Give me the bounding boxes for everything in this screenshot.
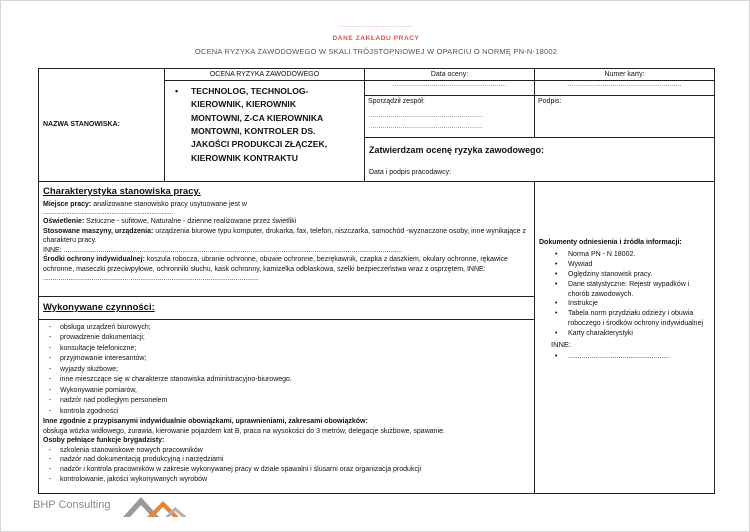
numer-karty-cell[interactable] bbox=[535, 69, 715, 81]
zatwierdzam-label: Zatwierdzam ocenę ryzyka zawodowego: bbox=[369, 145, 545, 155]
dokumenty-inne-label: INNE: bbox=[551, 340, 572, 350]
czynnosc-item: - obsługa urządzeń biurowych; bbox=[49, 323, 530, 334]
numer-karty-dots: .......................................................... bbox=[567, 82, 682, 88]
nazwa-stanowiska-label: NAZWA STANOWISKA: bbox=[39, 69, 165, 182]
brygadzista-item: - nadzór i kontrola pracowników w zakresie wykonywanej pracy w dziale spawalni i ślusarni oraz organizacja produkcji bbox=[49, 465, 530, 475]
czynnosc-item: - kontrola zgodności bbox=[49, 407, 530, 418]
mountain-logo-icon bbox=[119, 493, 191, 519]
numer-karty-label: Numer karty: bbox=[604, 71, 645, 78]
dokumenty-item: • Oględziny stanowisk pracy. bbox=[551, 270, 710, 280]
stanowiska-list-cell bbox=[165, 81, 365, 182]
stanowiska-list-item: • TECHNOLOG, TECHNOLOG- KIEROWNIK, KIEROWNIK MONTOWNI, Z-CA KIEROWNIKA MONTOWNI, KONTROLER DS. JAKOŚCI PRODUKCJI ZŁĄCZEK, KIEROWNIK KONTRAKTU bbox=[169, 85, 360, 165]
sporzadzil-cell[interactable] bbox=[365, 96, 535, 138]
company-label: DANE ZAKŁADU PRACY bbox=[332, 35, 420, 42]
sporzadzil-dots-1: .......................................................... bbox=[369, 113, 484, 120]
inne-maszyny: INNE: .............................................................................................................................................................................. bbox=[43, 246, 403, 254]
dokumenty-item: • Norma PN - N 18002. bbox=[551, 250, 710, 260]
czynnosc-item: - wyjazdy służbowe; bbox=[49, 365, 530, 376]
data-podpis-label: Data i podpis pracodawcy: bbox=[369, 169, 452, 177]
brygadzista-item: - nadzór nad dokumentacją produkcyjną i narzędziami bbox=[49, 455, 530, 465]
risk-assessment-table bbox=[38, 68, 715, 494]
charakterystyka-section bbox=[39, 182, 535, 297]
srodki-ochrony: Środki ochrony indywidualnej: koszula robocza, ubranie ochronne, obuwie ochronne, bezrękawnik, czapka z daszkiem, okulary ochronne, rękawice ochronne, maseczki przeciwpyłowe, ochronniki słuchu, kask ochronny, kamizelka odblaskowa, szelki bezpieczeństwa wraz z osprzętem, INNE: ............................................................................................................... bbox=[43, 256, 508, 282]
sporzadzil-dots-2: .......................................................... bbox=[369, 123, 484, 130]
podpis-label: Podpis: bbox=[538, 98, 562, 105]
sporzadzil-label: Sporządził zespół: bbox=[368, 98, 425, 105]
zatwierdzam-cell[interactable] bbox=[365, 138, 715, 182]
czynnosc-item: - nadzór nad podległym personelem bbox=[49, 396, 530, 407]
miejsce-dots: .............................................................................. bbox=[43, 210, 174, 217]
czynnosc-item: - przyjmowanie interesantów; bbox=[49, 354, 530, 365]
data-oceny-label: Data oceny: bbox=[430, 71, 469, 78]
maszyny: Stosowane maszyny, urządzenia: urządzenia biurowe typu komputer, drukarka, fax, telefon, niszczarka, samochód -wyznaczone osoby, inne wynikające z charakteru pracy. bbox=[43, 227, 526, 245]
bhp-consulting-logo bbox=[33, 493, 173, 523]
wykonywane-title: Wykonywane czynności: bbox=[43, 302, 155, 313]
dokumenty-item: • Instrukcje bbox=[551, 299, 710, 309]
data-oceny-dots: .......................................................... bbox=[392, 82, 507, 88]
dokumenty-item: • Karty charakterystyki bbox=[551, 329, 710, 339]
document-title: OCENA RYZYKA ZAWODOWEGO W SKALI TRÓJSTOPNIOWEJ W OPARCIU O NORMĘ PN-N-18002 bbox=[194, 47, 558, 56]
data-oceny-cell[interactable] bbox=[365, 69, 535, 81]
inne-zgodnie-text: obsługa wózka widłowego, żurawia, kierowanie pojazdem kat B, praca na wysokości do 3 metrów, delegacje służbowe, spawanie. bbox=[43, 427, 445, 435]
dokumenty-section bbox=[535, 182, 715, 494]
ocena-header: OCENA RYZYKA ZAWODOWEGO bbox=[165, 69, 365, 81]
company-dots: .................................. bbox=[339, 23, 413, 29]
dokumenty-title: Dokumenty odniesienia i źródła informacji: bbox=[539, 239, 682, 246]
osoby-brygadzisty-label: Osoby pełniące funkcje brygadzisty: bbox=[43, 437, 165, 445]
inne-zgodnie-label: Inne zgodnie z przypisanymi indywidualnie obowiązkami, uprawnieniami, zakresami obowiązków: bbox=[43, 418, 368, 426]
wykonywane-title-cell bbox=[39, 297, 535, 320]
miejsce-pracy: Miejsce pracy: analizowane stanowisko pracy usytuowane jest w bbox=[43, 200, 247, 208]
czynnosc-item: - inne mieszczące się w charakterze stanowiska administracyjno-biurowego. bbox=[49, 375, 530, 386]
dokumenty-item: • Dane statystyczne: Rejestr wypadków i chorób zawodowych. bbox=[551, 280, 710, 300]
czynnosc-item: - prowadzenie dokumentacji; bbox=[49, 333, 530, 344]
oswietlenie: Oświetlenie: Sztuczne - sufitowe, Naturalne - dzienne realizowane przez świetliki bbox=[43, 218, 297, 226]
czynnosc-item: - konsultacje telefoniczne; bbox=[49, 344, 530, 355]
charakterystyka-title: Charakterystyka stanowiska pracy. bbox=[43, 186, 201, 197]
dokumenty-item: • Tabela norm przydziału odzieży i obuwia roboczego i środków ochrony indywidualnej bbox=[551, 309, 710, 329]
brygadzista-item: - kontrolowanie, jakości wykonywanych wyrobów bbox=[49, 475, 530, 485]
dokumenty-item: • Wywiad bbox=[551, 260, 710, 270]
wykonywane-section bbox=[39, 319, 535, 493]
czynnosc-item: - Wykonywanie pomiarów, bbox=[49, 386, 530, 397]
brygadzista-item: - szkolenia stanowiskowe nowych pracowników bbox=[49, 446, 530, 456]
podpis-cell[interactable] bbox=[535, 96, 715, 138]
dokumenty-inne-dots: • .................................................... bbox=[551, 352, 710, 362]
logo-text: BHP Consulting bbox=[33, 499, 111, 511]
